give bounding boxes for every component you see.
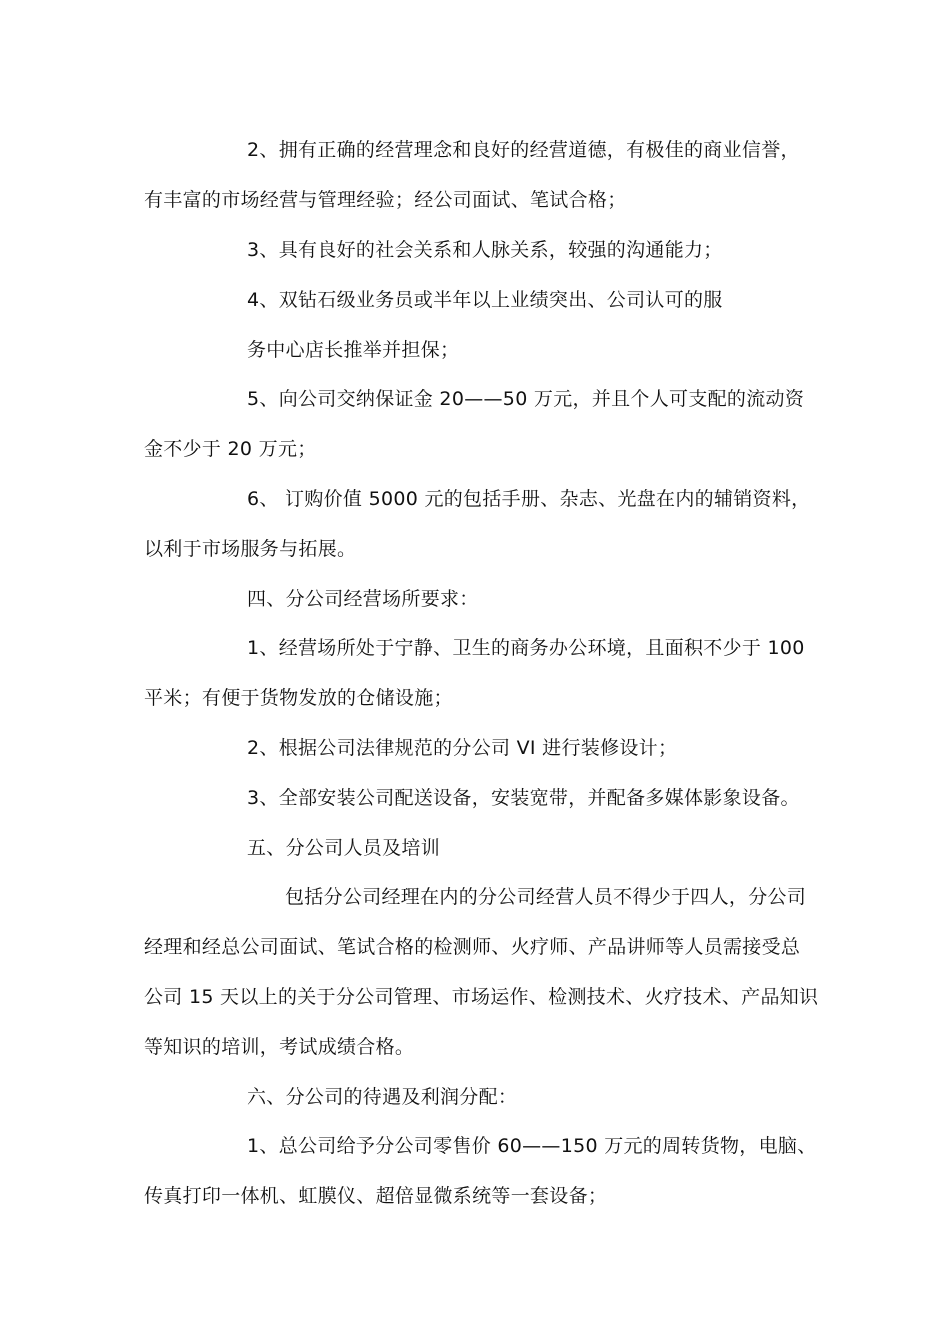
paragraph-line: 务中心店长推举并担保； (247, 339, 460, 361)
paragraph-line: 1、总公司给予分公司零售价 60——150 万元的周转货物，电脑、 (247, 1135, 817, 1157)
paragraph-line: 3、全部安装公司配送设备，安装宽带，并配备多媒体影象设备。 (247, 787, 800, 809)
paragraph-line: 4、双钻石级业务员或半年以上业绩突出、公司认可的服 (247, 289, 723, 311)
paragraph-line: 等知识的培训，考试成绩合格。 (144, 1036, 415, 1058)
paragraph-line: 5、向公司交纳保证金 20——50 万元，并且个人可支配的流动资 (247, 388, 805, 410)
paragraph-line: 2、根据公司法律规范的分公司 VI 进行装修设计； (247, 737, 678, 759)
paragraph-line: 平米；有便于货物发放的仓储设施； (144, 687, 453, 709)
paragraph-line: 传真打印一体机、虹膜仪、超倍显微系统等一套设备； (144, 1185, 608, 1207)
section-heading: 六、分公司的待遇及利润分配： (247, 1086, 518, 1108)
paragraph-line: 包括分公司经理在内的分公司经营人员不得少于四人，分公司 (285, 886, 807, 908)
paragraph-line: 1、经营场所处于宁静、卫生的商务办公环境，且面积不少于 100 (247, 637, 805, 659)
paragraph-line: 6、 订购价值 5000 元的包括手册、杂志、光盘在内的辅销资料， (247, 488, 811, 510)
paragraph-line: 有丰富的市场经营与管理经验；经公司面试、笔试合格； (144, 189, 627, 211)
paragraph-line: 以利于市场服务与拓展。 (144, 538, 357, 560)
section-heading: 五、分公司人员及培训 (247, 837, 441, 859)
section-heading: 四、分公司经营场所要求： (247, 588, 479, 610)
paragraph-line: 公司 15 天以上的关于分公司管理、市场运作、检测技术、火疗技术、产品知识 (144, 986, 819, 1008)
paragraph-line: 经理和经总公司面试、笔试合格的检测师、火疗师、产品讲师等人员需接受总 (144, 936, 801, 958)
paragraph-line: 3、具有良好的社会关系和人脉关系，较强的沟通能力； (247, 239, 723, 261)
paragraph-line: 金不少于 20 万元； (144, 438, 317, 460)
paragraph-line: 2、拥有正确的经营理念和良好的经营道德，有极佳的商业信誉， (247, 139, 800, 161)
